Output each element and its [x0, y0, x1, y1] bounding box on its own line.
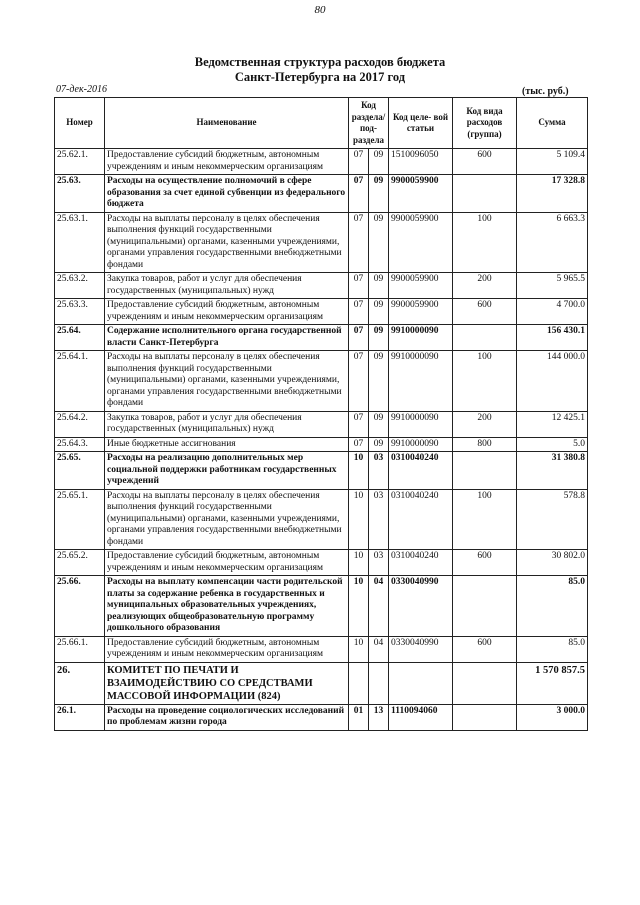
row-expense-type: 600 — [453, 149, 517, 175]
units-label: (тыс. руб.) — [522, 86, 569, 97]
row-section: 10 — [349, 452, 369, 490]
row-article: 0310040240 — [389, 550, 453, 576]
row-article: 1510096050 — [389, 149, 453, 175]
row-section: 07 — [349, 149, 369, 175]
row-subsection: 03 — [369, 452, 389, 490]
row-number: 25.65.1. — [55, 489, 105, 550]
row-number: 26.1. — [55, 704, 105, 730]
row-number: 25.64. — [55, 325, 105, 351]
row-sum: 30 802.0 — [517, 550, 588, 576]
row-article: 9910000090 — [389, 437, 453, 452]
row-number: 25.63. — [55, 175, 105, 213]
row-subsection: 09 — [369, 325, 389, 351]
row-sum: 17 328.8 — [517, 175, 588, 213]
row-sum: 3 000.0 — [517, 704, 588, 730]
row-number: 25.63.2. — [55, 273, 105, 299]
row-number: 25.62.1. — [55, 149, 105, 175]
row-article: 0310040240 — [389, 452, 453, 490]
row-article: 9900059900 — [389, 273, 453, 299]
row-name: Расходы на реализацию дополнительных мер социальной поддержки работникам государственных учреждений — [105, 452, 349, 490]
row-sum: 5 109.4 — [517, 149, 588, 175]
row-section: 10 — [349, 550, 369, 576]
row-number: 26. — [55, 662, 105, 704]
row-section: 07 — [349, 351, 369, 412]
row-name: Иные бюджетные ассигнования — [105, 437, 349, 452]
row-section — [349, 662, 369, 704]
row-section: 10 — [349, 489, 369, 550]
row-subsection — [369, 662, 389, 704]
row-subsection: 09 — [369, 175, 389, 213]
table-row — [55, 437, 588, 452]
row-article: 9900059900 — [389, 299, 453, 325]
row-expense-type: 200 — [453, 411, 517, 437]
table-row — [55, 662, 588, 704]
row-subsection: 09 — [369, 351, 389, 412]
row-sum: 5.0 — [517, 437, 588, 452]
row-sum: 85.0 — [517, 636, 588, 662]
row-name: Расходы на выплаты персоналу в целях обеспечения выполнения функций государственными (муниципальными) органами, казенными учреждениями, органами управления государственными внебюджетными фондами — [105, 351, 349, 412]
document-title — [0, 55, 640, 85]
row-sum: 578.8 — [517, 489, 588, 550]
row-number: 25.65. — [55, 452, 105, 490]
row-name: Закупка товаров, работ и услуг для обеспечения государственных (муниципальных) нужд — [105, 411, 349, 437]
row-expense-type — [453, 704, 517, 730]
row-subsection: 04 — [369, 576, 389, 637]
row-section: 07 — [349, 175, 369, 213]
row-name: Расходы на выплату компенсации части родительской платы за содержание ребенка в государственных и муниципальных образовательных учреждениях, реализующих общеобразовательную программу дошкольного образования — [105, 576, 349, 637]
row-article: 9900059900 — [389, 175, 453, 213]
row-expense-type: 200 — [453, 273, 517, 299]
header-name: Наименование — [105, 98, 349, 149]
row-sum: 31 380.8 — [517, 452, 588, 490]
row-name: Расходы на выплаты персоналу в целях обеспечения выполнения функций государственными (муниципальными) органами, казенными учреждениями, органами управления государственными внебюджетными фондами — [105, 489, 349, 550]
table-row — [55, 351, 588, 412]
title-line-2: Санкт-Петербурга на 2017 год — [234, 70, 406, 84]
row-name: Расходы на выплаты персоналу в целях обеспечения выполнения функций государственными (муниципальными) органами, казенными учреждениями, органами управления государственными внебюджетными фондами — [105, 212, 349, 273]
row-number: 25.63.3. — [55, 299, 105, 325]
page-number: 80 — [314, 4, 326, 16]
row-sum: 156 430.1 — [517, 325, 588, 351]
row-expense-type: 800 — [453, 437, 517, 452]
row-subsection: 09 — [369, 149, 389, 175]
row-article: 9910000090 — [389, 351, 453, 412]
row-sum: 6 663.3 — [517, 212, 588, 273]
row-name: Расходы на проведение социологических исследований по проблемам жизни города — [105, 704, 349, 730]
table-row — [55, 452, 588, 490]
table-row — [55, 175, 588, 213]
row-section: 07 — [349, 411, 369, 437]
row-section: 01 — [349, 704, 369, 730]
row-article: 1110094060 — [389, 704, 453, 730]
row-number: 25.66.1. — [55, 636, 105, 662]
row-section: 07 — [349, 212, 369, 273]
row-expense-type: 600 — [453, 636, 517, 662]
table-row — [55, 212, 588, 273]
row-expense-type — [453, 576, 517, 637]
header-sum: Сумма — [517, 98, 588, 149]
table-body — [55, 149, 588, 731]
title-line-1: Ведомственная структура расходов бюджета — [194, 55, 446, 69]
table-row — [55, 550, 588, 576]
row-sum: 1 570 857.5 — [517, 662, 588, 704]
row-subsection: 09 — [369, 437, 389, 452]
row-number: 25.66. — [55, 576, 105, 637]
header-number: Номер — [55, 98, 105, 149]
row-name: Предоставление субсидий бюджетным, автономным учреждениям и иным некоммерческим организациям — [105, 636, 349, 662]
header-article-code: Код целе- вой статьи — [389, 98, 453, 149]
row-number: 25.64.1. — [55, 351, 105, 412]
row-subsection: 13 — [369, 704, 389, 730]
row-subsection: 04 — [369, 636, 389, 662]
header-expense-code: Код вида расходов (группа) — [453, 98, 517, 149]
row-expense-type — [453, 662, 517, 704]
row-name: Предоставление субсидий бюджетным, автономным учреждениям и иным некоммерческим организациям — [105, 149, 349, 175]
row-expense-type — [453, 175, 517, 213]
row-number: 25.64.2. — [55, 411, 105, 437]
row-name: Предоставление субсидий бюджетным, автономным учреждениям и иным некоммерческим организациям — [105, 550, 349, 576]
row-expense-type: 100 — [453, 489, 517, 550]
row-expense-type: 600 — [453, 299, 517, 325]
table-row — [55, 149, 588, 175]
budget-table — [54, 97, 588, 731]
table-row — [55, 299, 588, 325]
row-expense-type — [453, 325, 517, 351]
table-header-row — [55, 98, 588, 149]
row-section: 10 — [349, 636, 369, 662]
row-subsection: 03 — [369, 489, 389, 550]
row-article: 9910000090 — [389, 325, 453, 351]
row-section: 10 — [349, 576, 369, 637]
row-article: 0310040240 — [389, 489, 453, 550]
row-sum: 12 425.1 — [517, 411, 588, 437]
row-section: 07 — [349, 437, 369, 452]
row-expense-type: 100 — [453, 212, 517, 273]
table-row — [55, 325, 588, 351]
table-row — [55, 704, 588, 730]
header-section-code: Код раздела/ под- раздела — [349, 98, 389, 149]
row-name: Содержание исполнительного органа государственной власти Санкт-Петербурга — [105, 325, 349, 351]
row-sum: 5 965.5 — [517, 273, 588, 299]
row-expense-type — [453, 452, 517, 490]
row-number: 25.63.1. — [55, 212, 105, 273]
row-subsection: 09 — [369, 411, 389, 437]
row-article — [389, 662, 453, 704]
row-subsection: 09 — [369, 273, 389, 299]
row-sum: 4 700.0 — [517, 299, 588, 325]
row-expense-type: 100 — [453, 351, 517, 412]
row-article: 9900059900 — [389, 212, 453, 273]
table-row — [55, 411, 588, 437]
row-section: 07 — [349, 325, 369, 351]
row-number: 25.64.3. — [55, 437, 105, 452]
row-expense-type: 600 — [453, 550, 517, 576]
row-sum: 85.0 — [517, 576, 588, 637]
row-name: КОМИТЕТ ПО ПЕЧАТИ И ВЗАИМОДЕЙСТВИЮ СО СРЕДСТВАМИ МАССОВОЙ ИНФОРМАЦИИ (824) — [105, 662, 349, 704]
document-date: 07-дек-2016 — [56, 84, 107, 95]
row-article: 0330040990 — [389, 576, 453, 637]
row-name: Закупка товаров, работ и услуг для обеспечения государственных (муниципальных) нужд — [105, 273, 349, 299]
row-article: 9910000090 — [389, 411, 453, 437]
row-sum: 144 000.0 — [517, 351, 588, 412]
row-section: 07 — [349, 299, 369, 325]
row-number: 25.65.2. — [55, 550, 105, 576]
table-row — [55, 576, 588, 637]
row-name: Расходы на осуществление полномочий в сфере образования за счет единой субвенции из федерального бюджета — [105, 175, 349, 213]
row-name: Предоставление субсидий бюджетным, автономным учреждениям и иным некоммерческим организациям — [105, 299, 349, 325]
row-section: 07 — [349, 273, 369, 299]
row-subsection: 03 — [369, 550, 389, 576]
row-article: 0330040990 — [389, 636, 453, 662]
table-row — [55, 489, 588, 550]
row-subsection: 09 — [369, 212, 389, 273]
table-row — [55, 636, 588, 662]
row-subsection: 09 — [369, 299, 389, 325]
table-row — [55, 273, 588, 299]
